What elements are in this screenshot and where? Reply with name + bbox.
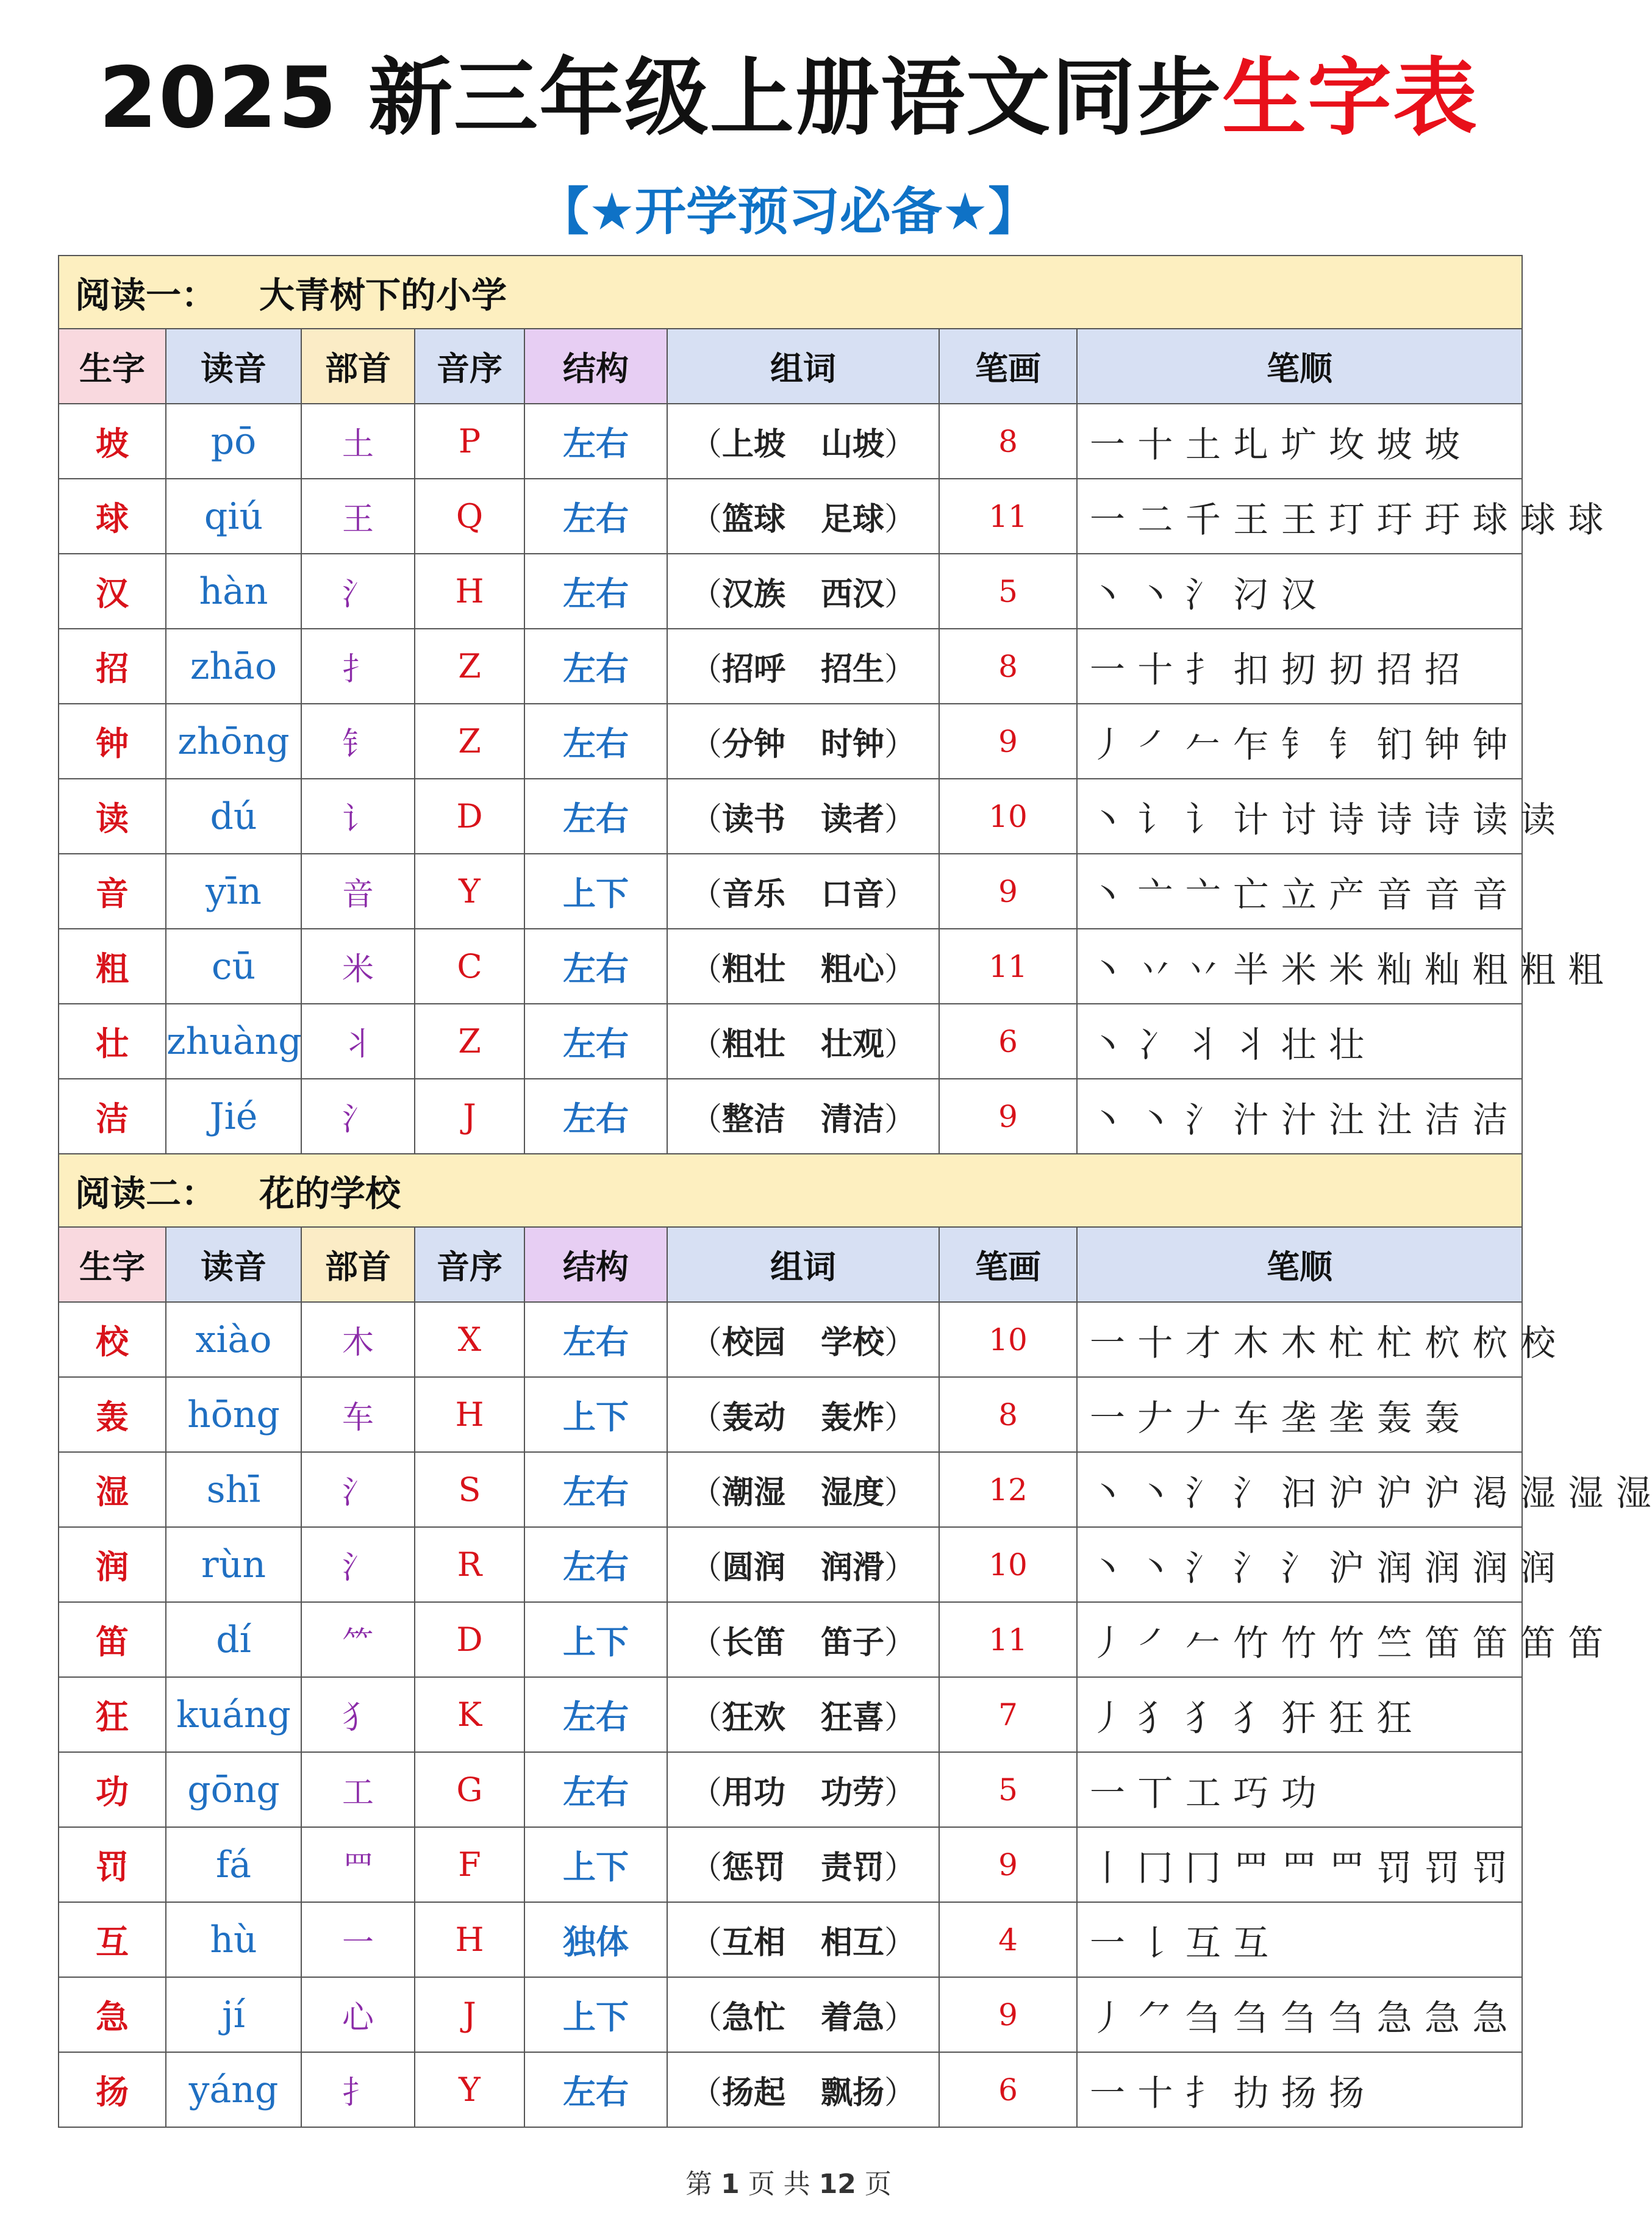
word-2: 着急 (821, 2000, 885, 2036)
stroke-order-cell: 丶 丶 氵 氵 汩 沪 沪 沪 渇 湿 湿 湿 (1077, 1452, 1522, 1527)
stroke-order-cell: 丶 丶 氵 氵 氵 沪 润 润 润 润 (1077, 1527, 1522, 1602)
header-radical: 部首 (301, 329, 415, 404)
order-cell: H (415, 554, 524, 629)
word-2: 润滑 (821, 1550, 885, 1586)
table-row (59, 1527, 1522, 1602)
stroke-count-cell: 10 (939, 779, 1077, 854)
table-row (59, 1902, 1522, 1977)
words-cell: （整洁 清洁） (667, 1079, 939, 1154)
words-cell: （扬起 飘扬） (667, 2052, 939, 2127)
stroke-order-cell: 一 十 扌 扐 扬 扬 (1077, 2052, 1522, 2127)
char-cell: 罚 (59, 1827, 166, 1902)
structure-cell: 上下 (524, 1827, 667, 1902)
pinyin-cell: kuáng (166, 1677, 301, 1752)
words-cell: （汉族 西汉） (667, 554, 939, 629)
radical-cell: 罒 (301, 1827, 415, 1902)
word-2: 湿度 (821, 1475, 885, 1511)
title-main: 2025 新三年级上册语文同步 (98, 49, 1223, 147)
pinyin-cell: yáng (166, 2052, 301, 2127)
stroke-count-cell: 7 (939, 1677, 1077, 1752)
pinyin-cell: xiào (166, 1302, 301, 1377)
stroke-order-cell: 丶 丶 氵 汁 汁 汢 汢 洁 洁 (1077, 1079, 1522, 1154)
stroke-order-cell: 丿 ⺈ 刍 刍 刍 刍 急 急 急 (1077, 1977, 1522, 2052)
header-words: 组词 (667, 1227, 939, 1302)
word-2: 足球 (821, 501, 885, 538)
table-row (59, 779, 1522, 854)
pinyin-cell: jí (166, 1977, 301, 2052)
header-sequence: 笔顺 (1077, 1227, 1522, 1302)
pinyin-cell: Jié (166, 1079, 301, 1154)
header-row (59, 1227, 1522, 1302)
stroke-order-cell: 丶 丷 丷 半 米 米 籼 籼 粗 粗 粗 (1077, 929, 1522, 1004)
structure-cell: 上下 (524, 854, 667, 929)
header-char: 生字 (59, 329, 166, 404)
words-cell: （读书 读者） (667, 779, 939, 854)
table-row (59, 1602, 1522, 1677)
word-2: 轰炸 (821, 1400, 885, 1436)
word-1: 粗壮 (721, 951, 785, 988)
char-cell: 壮 (59, 1004, 166, 1079)
word-1: 汉族 (721, 576, 785, 613)
radical-cell: 土 (301, 404, 415, 479)
stroke-count-cell: 11 (939, 1602, 1077, 1677)
order-cell: J (415, 1977, 524, 2052)
stroke-count-cell: 5 (939, 1752, 1077, 1827)
char-cell: 湿 (59, 1452, 166, 1527)
words-cell: （粗壮 粗心） (667, 929, 939, 1004)
header-pinyin: 读音 (166, 1227, 301, 1302)
order-cell: X (415, 1302, 524, 1377)
stroke-count-cell: 4 (939, 1902, 1077, 1977)
table-row (59, 404, 1522, 479)
char-cell: 招 (59, 629, 166, 704)
radical-cell: 钅 (301, 704, 415, 779)
word-1: 整洁 (721, 1101, 785, 1138)
radical-cell: 车 (301, 1377, 415, 1452)
pinyin-cell: hàn (166, 554, 301, 629)
word-1: 篮球 (721, 501, 785, 538)
words-cell: （长笛 笛子） (667, 1602, 939, 1677)
structure-cell: 左右 (524, 704, 667, 779)
footer-prefix: 第 (685, 2169, 713, 2200)
stroke-count-cell: 9 (939, 1079, 1077, 1154)
stroke-count-cell: 9 (939, 1977, 1077, 2052)
page-footer (0, 2162, 1577, 2201)
structure-cell: 左右 (524, 1079, 667, 1154)
section-row (59, 256, 1522, 329)
order-cell: S (415, 1452, 524, 1527)
words-cell: （惩罚 责罚） (667, 1827, 939, 1902)
order-cell: H (415, 1902, 524, 1977)
stroke-count-cell: 8 (939, 404, 1077, 479)
words-cell: （互相 相互） (667, 1902, 939, 1977)
footer-total-pages: 12 (818, 2169, 856, 2200)
words-cell: （上坡 山坡） (667, 404, 939, 479)
header-row (59, 329, 1522, 404)
words-cell: （用功 功劳） (667, 1752, 939, 1827)
stroke-count-cell: 11 (939, 479, 1077, 554)
stroke-order-cell: 一 十 土 圠 圹 坆 坡 坡 (1077, 404, 1522, 479)
pinyin-cell: dí (166, 1602, 301, 1677)
stroke-count-cell: 5 (939, 554, 1077, 629)
pinyin-cell: zhuàng (166, 1004, 301, 1079)
table-row (59, 1079, 1522, 1154)
word-1: 招呼 (721, 651, 785, 688)
table-row (59, 479, 1522, 554)
header-char: 生字 (59, 1227, 166, 1302)
stroke-order-cell: 一 十 扌 扣 扨 扨 招 招 (1077, 629, 1522, 704)
char-cell: 粗 (59, 929, 166, 1004)
table-row (59, 2052, 1522, 2127)
order-cell: R (415, 1527, 524, 1602)
radical-cell: 氵 (301, 1527, 415, 1602)
structure-cell: 左右 (524, 1677, 667, 1752)
word-2: 西汉 (821, 576, 885, 613)
radical-cell: 丬 (301, 1004, 415, 1079)
structure-cell: 左右 (524, 554, 667, 629)
stroke-count-cell: 9 (939, 1827, 1077, 1902)
section-name: 花的学校 (259, 1173, 401, 1214)
word-2: 读者 (821, 801, 885, 838)
footer-middle: 页 共 (748, 2169, 810, 2200)
stroke-order-cell: 丶 亠 亠 亡 立 产 音 音 音 (1077, 854, 1522, 929)
char-cell: 汉 (59, 554, 166, 629)
structure-cell: 上下 (524, 1602, 667, 1677)
word-1: 分钟 (721, 726, 785, 763)
words-cell: （篮球 足球） (667, 479, 939, 554)
words-cell: （狂欢 狂喜） (667, 1677, 939, 1752)
section-title (59, 1154, 1522, 1227)
table-row (59, 1004, 1522, 1079)
char-cell: 功 (59, 1752, 166, 1827)
header-structure: 结构 (524, 1227, 667, 1302)
radical-cell: 心 (301, 1977, 415, 2052)
stroke-order-cell: 丿 ㇒ 𠂉 乍 钅 钅 钔 钟 钟 (1077, 704, 1522, 779)
char-cell: 钟 (59, 704, 166, 779)
radical-cell: 工 (301, 1752, 415, 1827)
table-row (59, 929, 1522, 1004)
words-cell: （分钟 时钟） (667, 704, 939, 779)
order-cell: F (415, 1827, 524, 1902)
order-cell: H (415, 1377, 524, 1452)
pinyin-cell: dú (166, 779, 301, 854)
radical-cell: 犭 (301, 1677, 415, 1752)
order-cell: Q (415, 479, 524, 554)
word-1: 音乐 (721, 876, 785, 913)
table-row (59, 1677, 1522, 1752)
radical-cell: ⺮ (301, 1602, 415, 1677)
stroke-order-cell: 丶 丶 氵 汈 汉 (1077, 554, 1522, 629)
word-1: 校园 (721, 1325, 785, 1361)
char-cell: 音 (59, 854, 166, 929)
order-cell: Y (415, 854, 524, 929)
radical-cell: 氵 (301, 1452, 415, 1527)
structure-cell: 左右 (524, 1752, 667, 1827)
word-2: 口音 (821, 876, 885, 913)
stroke-count-cell: 8 (939, 1377, 1077, 1452)
section-name: 大青树下的小学 (259, 274, 507, 316)
table-row (59, 1752, 1522, 1827)
word-1: 扬起 (721, 2075, 785, 2111)
title-highlight: 生字表 (1222, 49, 1479, 147)
radical-cell: 讠 (301, 779, 415, 854)
structure-cell: 左右 (524, 1004, 667, 1079)
word-1: 长笛 (721, 1625, 785, 1661)
radical-cell: 王 (301, 479, 415, 554)
table-row (59, 1977, 1522, 2052)
section-title (59, 256, 1522, 329)
word-1: 粗壮 (721, 1026, 785, 1063)
word-1: 轰动 (721, 1400, 785, 1436)
structure-cell: 左右 (524, 929, 667, 1004)
char-cell: 洁 (59, 1079, 166, 1154)
word-2: 招生 (821, 651, 885, 688)
char-cell: 笛 (59, 1602, 166, 1677)
radical-cell: 氵 (301, 554, 415, 629)
word-1: 潮湿 (721, 1475, 785, 1511)
page-subtitle: 【★开学预习必备★】 (537, 182, 1040, 242)
stroke-order-cell: 丿 犭 犭 犭 犴 狂 狂 (1077, 1677, 1522, 1752)
order-cell: D (415, 1602, 524, 1677)
structure-cell: 左右 (524, 479, 667, 554)
pinyin-cell: hōng (166, 1377, 301, 1452)
footer-suffix: 页 (864, 2169, 892, 2200)
structure-cell: 左右 (524, 779, 667, 854)
pinyin-cell: fá (166, 1827, 301, 1902)
table-row (59, 554, 1522, 629)
section-label: 阅读一： (75, 274, 217, 316)
order-cell: Z (415, 1004, 524, 1079)
word-2: 壮观 (821, 1026, 885, 1063)
words-cell: （音乐 口音） (667, 854, 939, 929)
header-order: 音序 (415, 1227, 524, 1302)
words-cell: （招呼 招生） (667, 629, 939, 704)
structure-cell: 独体 (524, 1902, 667, 1977)
pinyin-cell: yīn (166, 854, 301, 929)
table-row (59, 1377, 1522, 1452)
structure-cell: 左右 (524, 2052, 667, 2127)
word-2: 笛子 (821, 1625, 885, 1661)
structure-cell: 上下 (524, 1977, 667, 2052)
structure-cell: 左右 (524, 1527, 667, 1602)
character-table (58, 255, 1652, 2128)
word-2: 狂喜 (821, 1700, 885, 1736)
stroke-count-cell: 10 (939, 1302, 1077, 1377)
word-2: 学校 (821, 1325, 885, 1361)
order-cell: K (415, 1677, 524, 1752)
order-cell: Z (415, 704, 524, 779)
stroke-count-cell: 6 (939, 2052, 1077, 2127)
char-cell: 读 (59, 779, 166, 854)
pinyin-cell: qiú (166, 479, 301, 554)
word-1: 惩罚 (721, 1850, 785, 1886)
char-cell: 校 (59, 1302, 166, 1377)
header-order: 音序 (415, 329, 524, 404)
header-strokes: 笔画 (939, 1227, 1077, 1302)
radical-cell: 一 (301, 1902, 415, 1977)
stroke-order-cell: 丶 讠 讠 计 讨 诗 诗 诗 读 读 (1077, 779, 1522, 854)
pinyin-cell: rùn (166, 1527, 301, 1602)
stroke-order-cell: 一 𠂇 𠂇 车 垄 垄 轰 轰 (1077, 1377, 1522, 1452)
word-1: 互相 (721, 1925, 785, 1961)
section-label: 阅读二： (75, 1173, 217, 1214)
structure-cell: 上下 (524, 1377, 667, 1452)
radical-cell: 扌 (301, 2052, 415, 2127)
radical-cell: 氵 (301, 1079, 415, 1154)
stroke-order-cell: 丿 ㇒ 𠂉 竹 竹 竹 竺 笛 笛 笛 笛 (1077, 1602, 1522, 1677)
pinyin-cell: cū (166, 929, 301, 1004)
words-cell: （校园 学校） (667, 1302, 939, 1377)
stroke-count-cell: 10 (939, 1527, 1077, 1602)
radical-cell: 扌 (301, 629, 415, 704)
stroke-order-cell: 一 十 才 木 木 杧 杧 柼 柼 校 (1077, 1302, 1522, 1377)
header-strokes: 笔画 (939, 329, 1077, 404)
structure-cell: 左右 (524, 1302, 667, 1377)
order-cell: Y (415, 2052, 524, 2127)
word-1: 读书 (721, 801, 785, 838)
pinyin-cell: hù (166, 1902, 301, 1977)
words-cell: （粗壮 壮观） (667, 1004, 939, 1079)
words-cell: （圆润 润滑） (667, 1527, 939, 1602)
table-row (59, 1452, 1522, 1527)
order-cell: G (415, 1752, 524, 1827)
stroke-order-cell: 一 丅 工 巧 功 (1077, 1752, 1522, 1827)
section-row (59, 1154, 1522, 1227)
stroke-count-cell: 9 (939, 854, 1077, 929)
order-cell: P (415, 404, 524, 479)
header-pinyin: 读音 (166, 329, 301, 404)
table-row (59, 704, 1522, 779)
structure-cell: 左右 (524, 1452, 667, 1527)
stroke-count-cell: 12 (939, 1452, 1077, 1527)
word-1: 用功 (721, 1775, 785, 1811)
pinyin-cell: gōng (166, 1752, 301, 1827)
word-1: 急忙 (721, 2000, 785, 2036)
char-cell: 轰 (59, 1377, 166, 1452)
char-cell: 急 (59, 1977, 166, 2052)
table-row (59, 854, 1522, 929)
header-sequence: 笔顺 (1077, 329, 1522, 404)
words-cell: （急忙 着急） (667, 1977, 939, 2052)
stroke-order-cell: 一 二 千 王 王 玎 玗 玗 球 球 球 (1077, 479, 1522, 554)
char-cell: 狂 (59, 1677, 166, 1752)
pinyin-cell: pō (166, 404, 301, 479)
word-1: 狂欢 (721, 1700, 785, 1736)
order-cell: Z (415, 629, 524, 704)
word-2: 责罚 (821, 1850, 885, 1886)
stroke-order-cell: 一 𠄌 互 互 (1077, 1902, 1522, 1977)
order-cell: C (415, 929, 524, 1004)
table-row (59, 629, 1522, 704)
char-cell: 坡 (59, 404, 166, 479)
table-row (59, 1302, 1522, 1377)
word-2: 功劳 (821, 1775, 885, 1811)
words-cell: （轰动 轰炸） (667, 1377, 939, 1452)
stroke-count-cell: 9 (939, 704, 1077, 779)
radical-cell: 米 (301, 929, 415, 1004)
page-title (0, 30, 1577, 151)
stroke-count-cell: 6 (939, 1004, 1077, 1079)
pinyin-cell: zhōng (166, 704, 301, 779)
word-2: 粗心 (821, 951, 885, 988)
structure-cell: 左右 (524, 404, 667, 479)
header-words: 组词 (667, 329, 939, 404)
words-cell: （潮湿 湿度） (667, 1452, 939, 1527)
char-cell: 互 (59, 1902, 166, 1977)
char-cell: 球 (59, 479, 166, 554)
word-2: 山坡 (821, 426, 885, 463)
pinyin-cell: zhāo (166, 629, 301, 704)
table-row (59, 1827, 1522, 1902)
char-cell: 扬 (59, 2052, 166, 2127)
stroke-order-cell: 丨 冂 冂 罒 罒 罒 罚 罚 罚 (1077, 1827, 1522, 1902)
stroke-count-cell: 8 (939, 629, 1077, 704)
order-cell: J (415, 1079, 524, 1154)
structure-cell: 左右 (524, 629, 667, 704)
word-2: 相互 (821, 1925, 885, 1961)
radical-cell: 木 (301, 1302, 415, 1377)
word-1: 上坡 (721, 426, 785, 463)
word-1: 圆润 (721, 1550, 785, 1586)
word-2: 时钟 (821, 726, 885, 763)
radical-cell: 音 (301, 854, 415, 929)
pinyin-cell: shī (166, 1452, 301, 1527)
char-cell: 润 (59, 1527, 166, 1602)
stroke-order-cell: 丶 冫 丬 丬 壮 壮 (1077, 1004, 1522, 1079)
header-structure: 结构 (524, 329, 667, 404)
word-2: 飘扬 (821, 2075, 885, 2111)
footer-page-number: 1 (721, 2169, 740, 2200)
word-2: 清洁 (821, 1101, 885, 1138)
order-cell: D (415, 779, 524, 854)
stroke-count-cell: 11 (939, 929, 1077, 1004)
header-radical: 部首 (301, 1227, 415, 1302)
